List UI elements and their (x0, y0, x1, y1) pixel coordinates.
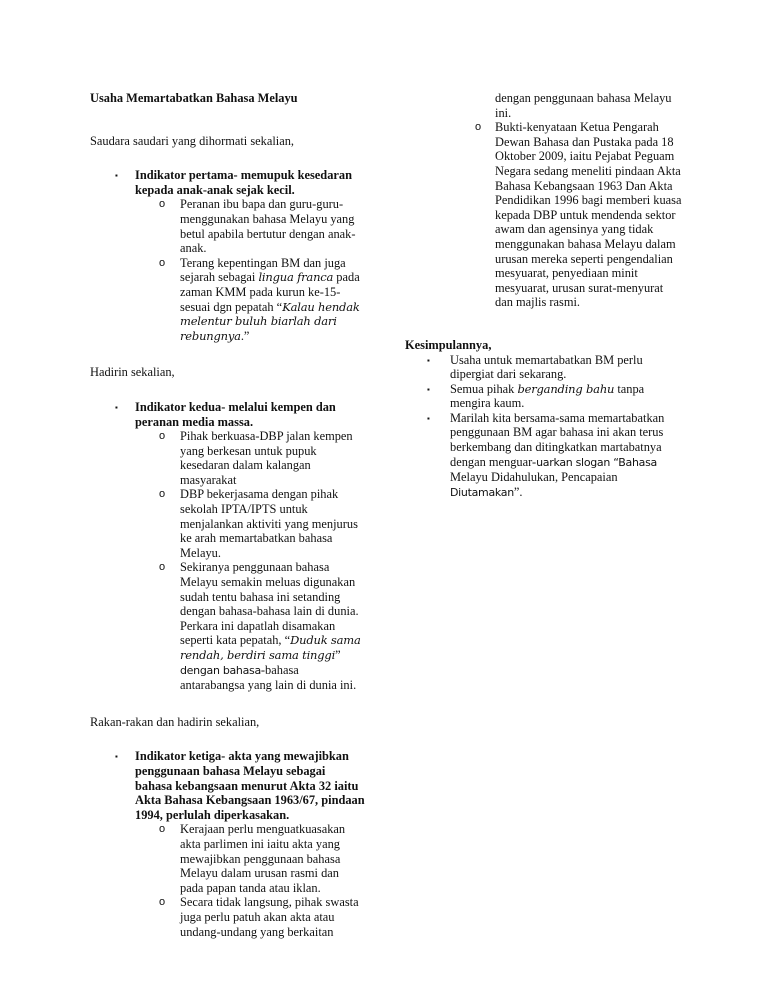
proverb-quote: Kalau hendak melentur buluh biarlah dari rebungnya (180, 299, 360, 343)
left-column (90, 91, 365, 939)
point-3-sub-1: Kerajaan perlu menguatkuasakan akta parlimen ini iaitu akta yang mewajibkan penggunaan bahasa Melayu dalam urusan rasmi dan pada papan tanda atau iklan. (180, 822, 346, 895)
italic-term: berganding bahu (517, 381, 615, 396)
greeting-1: Saudara saudari yang dihormati sekalian, (90, 133, 295, 148)
point-2-heading: Indikator kedua- melalui kempen dan peranan media massa. (135, 399, 336, 429)
text-run: ”. (513, 484, 523, 499)
circle-bullet-icon: o (159, 488, 166, 501)
list-item (135, 895, 365, 939)
list-item (135, 822, 365, 895)
square-bullet-icon: ▪ (115, 402, 118, 412)
text-run: pada zaman KMM pada kurun ke-15-sesuai dgn pepatah “ (180, 270, 360, 314)
proverb-quote: Duduk sama rendah, berdiri sama tinggi (180, 633, 361, 662)
circle-bullet-icon: o (159, 430, 166, 443)
list-item (405, 382, 683, 411)
point-2-sublist (90, 429, 365, 693)
italic-term: lingua franca (258, 270, 334, 285)
square-bullet-icon: ▪ (427, 413, 430, 423)
point-3-heading: Indikator ketiga- akta yang mewajibkan penggunaan bahasa Melayu sebagai bahasa kebangsaan menurut Akta 32 iaitu Akta Bahasa Kebangsaan 1963/67, pindaan 1994, perlulah diperkasakan. (135, 749, 365, 822)
circle-bullet-icon: o (475, 121, 482, 134)
text-run: Semua pihak (450, 381, 518, 396)
list-item (135, 429, 365, 487)
text-run: ” (335, 648, 341, 662)
point-2 (90, 400, 365, 429)
point-1-sub-1: Peranan ibu bapa dan guru-guru-menggunakan bahasa Melayu yang betul apabila bertutur dengan anak-anak. (180, 197, 356, 256)
greeting-2: Hadirin sekalian, (90, 365, 175, 380)
continuation-text: dengan penggunaan bahasa Melayu ini. (495, 91, 672, 120)
text-run: uarkan slogan “Bahasa (536, 455, 657, 469)
list-item (405, 411, 683, 501)
conclusion-title: Kesimpulannya, (405, 337, 492, 352)
point-1 (90, 168, 365, 197)
point-3-sublist-continued (405, 120, 683, 310)
list-item (135, 560, 365, 692)
circle-bullet-icon: o (159, 823, 166, 836)
square-bullet-icon: ▪ (427, 384, 430, 394)
circle-bullet-icon: o (159, 256, 166, 269)
text-run: .” (240, 328, 250, 343)
square-bullet-icon: ▪ (115, 752, 118, 762)
point-2-sub-2: DBP bekerjasama dengan pihak sekolah IPTA/IPTS untuk menjalankan aktiviti yang menjurus ke arah memartabatkan bahasa Melayu. (180, 487, 358, 560)
list-item (135, 256, 365, 344)
right-column (405, 91, 683, 500)
text-run: Diutamakan (450, 485, 514, 499)
list-item (135, 197, 365, 255)
point-2-sub-1: Pihak berkuasa-DBP jalan kempen yang berkesan untuk pupuk kesedaran dalam kalangan masyarakat (180, 429, 353, 487)
list-item (405, 120, 683, 310)
point-3-sub-3: Bukti-kenyataan Ketua Pengarah Dewan Bahasa dan Pustaka pada 18 Oktober 2009, iaitu Pejabat Peguam Negara sedang meneliti pindaan Akta Bahasa Kebangsaan 1963 Dan Akta Pendidikan 1996 bagi memberi kuasa kepada DBP untuk mendenda sektor awam dan agensinya yang tidak menggunakan bahasa Melayu dalam urusan mereka seperti pengendalian mesyuarat, penyediaan minit mesyuarat, urusan surat-menyurat dan majlis rasmi. (495, 120, 682, 310)
point-1-heading: Indikator pertama- memupuk kesedaran kepada anak-anak sejak kecil. (135, 168, 352, 197)
square-bullet-icon: ▪ (115, 171, 118, 181)
text-run: dengan bahasa (180, 663, 261, 677)
circle-bullet-icon: o (159, 198, 166, 211)
text-run: Sekiranya penggunaan bahasa Melayu semakin meluas digunakan sudah tentu bahasa ini setanding dengan bahasa-bahasa lain di dunia. Perkara ini dapatlah disamakan seperti kata pepatah, “ (180, 560, 359, 648)
point-3-sub-2: Secara tidak langsung, pihak swasta juga perlu patuh akan akta atau undang-undang yang berkaitan (180, 895, 359, 939)
conclusion-1: Usaha untuk memartabatkan BM perlu dipergiat dari sekarang. (450, 352, 643, 382)
point-1-sublist (90, 197, 365, 343)
point-3-sublist (90, 822, 365, 939)
point-3 (90, 749, 365, 822)
list-item (135, 487, 365, 560)
document-title: Usaha Memartabatkan Bahasa Melayu (90, 91, 298, 105)
circle-bullet-icon: o (159, 896, 166, 909)
list-item (405, 353, 683, 382)
square-bullet-icon: ▪ (427, 355, 430, 365)
conclusion-list (405, 353, 683, 501)
text-run: -bahasa antarabangsa yang lain di dunia ini. (180, 662, 357, 693)
greeting-3: Rakan-rakan dan hadirin sekalian, (90, 714, 260, 729)
text-run: Melayu Didahulukan, Pencapaian (450, 470, 618, 485)
text-run: Terang kepentingan BM dan juga sejarah sebagai (180, 255, 346, 285)
text-run: Marilah kita bersama-sama memartabatkan penggunaan BM agar bahasa ini akan terus berkembang dan ditingkatkan martabatnya dengan menguar- (450, 410, 665, 469)
text-run: tanpa mengira kaum. (450, 381, 645, 411)
circle-bullet-icon: o (159, 561, 166, 574)
